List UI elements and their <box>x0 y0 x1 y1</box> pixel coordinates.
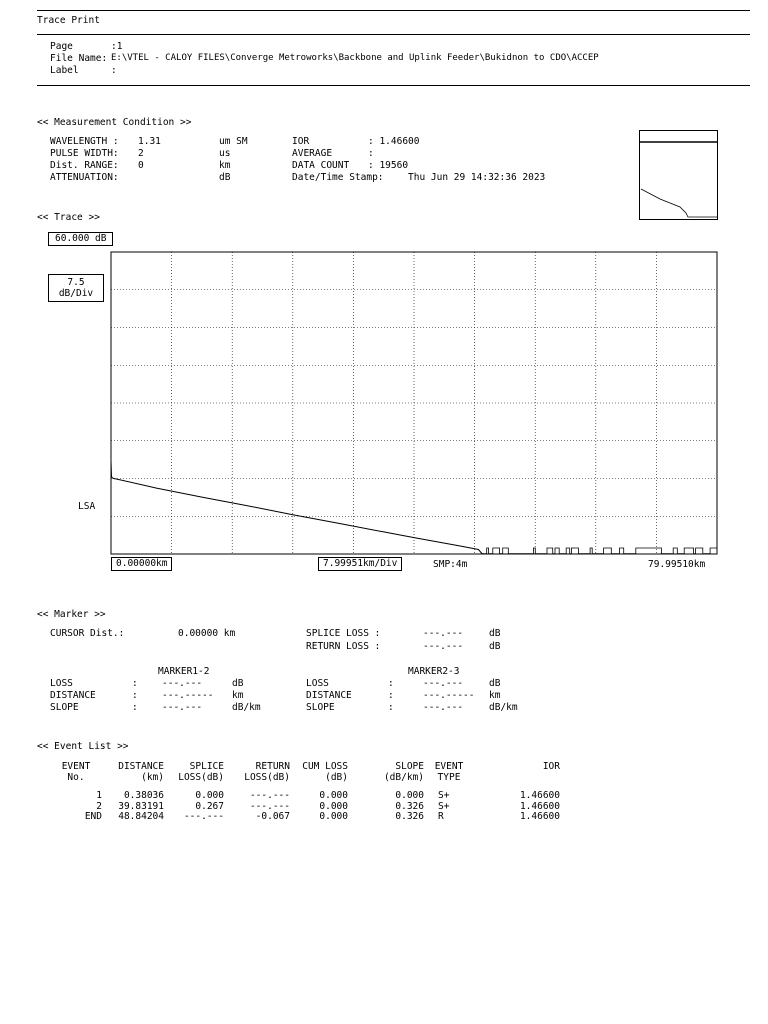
page-title: Trace Print <box>37 15 100 26</box>
event-cell: S+ <box>438 800 450 812</box>
event-cell: 0.000 <box>319 800 348 812</box>
m12-distance-value: ---.----- <box>162 690 214 701</box>
event-cell: 0.000 <box>319 811 348 822</box>
event-cell: CUM LOSS <box>302 761 348 772</box>
m23-distance-colon: : <box>388 690 394 701</box>
event-header-row <box>50 773 560 784</box>
pulse-width-label: PULSE WIDTH: <box>50 148 119 159</box>
marker23-title: MARKER2-3 <box>408 666 460 677</box>
file-name-label: File Name: <box>50 53 108 64</box>
event-cell: 1.46600 <box>519 800 560 812</box>
event-cell: EVENT <box>434 761 464 772</box>
splice-loss-label: SPLICE LOSS : <box>306 628 381 639</box>
event-row <box>50 783 560 802</box>
average-label: AVERAGE <box>292 148 333 159</box>
lsa-label: LSA <box>78 501 96 512</box>
m12-slope-value: ---.--- <box>162 702 203 713</box>
splice-loss-unit: dB <box>489 628 501 639</box>
m23-slope-unit: dB/km <box>489 702 518 713</box>
event-cell: TYPE <box>437 771 461 783</box>
x-end-label: 79.99510km <box>648 559 706 570</box>
file-name-value: E:\VTEL - CALOY FILES\Converge Metroworks\Backbone and Uplink Feeder\Bukidnon to CDO\ACCEP <box>111 53 599 63</box>
event-cell: 1 <box>96 790 102 801</box>
m12-loss-value: ---.--- <box>162 678 203 689</box>
event-cell: (dB) <box>325 771 348 783</box>
event-cell: LOSS(dB) <box>178 771 224 783</box>
splice-loss-value: ---.--- <box>423 628 464 639</box>
m23-distance-unit: km <box>489 690 501 701</box>
event-list-heading: << Event List >> <box>37 741 129 752</box>
m23-loss-colon: : <box>388 678 394 689</box>
cursor-label: CURSOR Dist.: <box>50 628 125 639</box>
event-cell: 48.84204 <box>118 811 164 822</box>
m12-loss-label: LOSS <box>50 678 73 689</box>
smp-label: SMP:4m <box>433 559 468 570</box>
wavelength-unit: um SM <box>219 136 248 147</box>
event-cell: R <box>438 811 444 822</box>
scale-box <box>48 274 104 302</box>
m23-distance-value: ---.----- <box>423 690 475 701</box>
timestamp-value: Thu Jun 29 14:32:36 2023 <box>408 172 546 183</box>
event-cell: 0.267 <box>195 800 224 812</box>
event-cell: S+ <box>438 790 450 801</box>
event-cell: RETURN <box>255 761 290 772</box>
average-value: : <box>368 148 374 159</box>
data-count-value: : 19560 <box>368 160 409 171</box>
m23-loss-value: ---.--- <box>423 678 464 689</box>
event-cell: SPLICE <box>189 761 224 772</box>
label-value: : <box>111 65 117 76</box>
ior-value: : 1.46600 <box>368 136 420 147</box>
attenuation-label: ATTENUATION: <box>50 172 119 183</box>
thumbnail-trace <box>641 189 717 217</box>
event-row <box>50 812 560 823</box>
marker-heading: << Marker >> <box>37 609 106 620</box>
page-label: Page <box>50 41 73 52</box>
wavelength-label: WAVELENGTH : <box>50 136 119 147</box>
dist-range-value: 0 <box>138 160 144 171</box>
thumbnail-svg <box>640 131 717 219</box>
return-loss-value: ---.--- <box>423 641 464 652</box>
event-cell: DISTANCE <box>118 761 164 772</box>
m23-distance-label: DISTANCE <box>306 690 352 701</box>
event-cell: No. <box>67 771 85 783</box>
m12-slope-colon: : <box>132 702 138 713</box>
event-cell: END <box>84 811 102 822</box>
ior-label: IOR <box>292 136 310 147</box>
event-cell: ---.--- <box>183 811 224 822</box>
dist-range-unit: km <box>219 160 231 171</box>
x-div-box: 7.99951km/Div <box>318 557 402 571</box>
trace-heading: << Trace >> <box>37 212 100 223</box>
event-cell: 0.38036 <box>123 790 164 801</box>
event-cell: ---.--- <box>249 800 290 812</box>
event-cell: 0.326 <box>395 800 424 812</box>
event-cell: (km) <box>141 771 164 783</box>
m12-distance-colon: : <box>132 690 138 701</box>
trace-chart <box>110 251 718 555</box>
event-cell: 0.000 <box>195 790 224 801</box>
event-cell: SLOPE <box>395 761 424 772</box>
m12-distance-unit: km <box>232 690 244 701</box>
event-cell: ---.--- <box>249 790 290 801</box>
event-cell: 0.000 <box>395 790 424 801</box>
event-cell: (dB/km) <box>383 771 424 783</box>
header-bottom-rule <box>37 85 750 86</box>
attenuation-unit: dB <box>219 172 231 183</box>
event-cell: 0.000 <box>319 790 348 801</box>
measurement-heading: << Measurement Condition >> <box>37 117 192 128</box>
event-cell: LOSS(dB) <box>244 771 290 783</box>
timestamp-label: Date/Time Stamp: <box>292 172 384 183</box>
event-cell: 2 <box>96 800 102 812</box>
header-rule <box>37 34 750 35</box>
m12-slope-unit: dB/km <box>232 702 261 713</box>
scale-value: 7.5 <box>67 277 85 288</box>
page-value: :1 <box>111 41 123 52</box>
m23-loss-label: LOSS <box>306 678 329 689</box>
scale-unit: dB/Div <box>58 288 94 299</box>
event-cell: 0.326 <box>395 811 424 822</box>
event-cell <box>474 773 560 784</box>
wavelength-value: 1.31 <box>138 136 161 147</box>
data-count-label: DATA COUNT <box>292 160 350 171</box>
top-rule <box>37 10 750 11</box>
pulse-width-value: 2 <box>138 148 144 159</box>
m23-slope-label: SLOPE <box>306 702 335 713</box>
trace-thumbnail <box>639 130 718 220</box>
m12-loss-colon: : <box>132 678 138 689</box>
m12-loss-unit: dB <box>232 678 244 689</box>
m12-distance-label: DISTANCE <box>50 690 96 701</box>
m23-loss-unit: dB <box>489 678 501 689</box>
marker12-title: MARKER1-2 <box>158 666 210 677</box>
x-start-box: 0.00000km <box>111 557 172 571</box>
return-loss-unit: dB <box>489 641 501 652</box>
dist-range-label: Dist. RANGE: <box>50 160 119 171</box>
return-loss-label: RETURN LOSS : <box>306 641 381 652</box>
event-cell: 1.46600 <box>519 811 560 822</box>
event-cell: 1.46600 <box>519 790 560 801</box>
event-cell: -0.067 <box>255 811 290 822</box>
event-cell: IOR <box>542 761 560 772</box>
top-db-box: 60.000 dB <box>48 232 113 246</box>
m12-slope-label: SLOPE <box>50 702 79 713</box>
event-cell: 39.83191 <box>118 800 164 812</box>
label-label: Label <box>50 65 79 76</box>
cursor-value: 0.00000 km <box>178 628 236 639</box>
m23-slope-colon: : <box>388 702 394 713</box>
event-table <box>50 762 560 823</box>
event-header-row <box>50 762 560 773</box>
event-cell: EVENT <box>61 761 91 772</box>
m23-slope-value: ---.--- <box>423 702 464 713</box>
pulse-width-unit: us <box>219 148 231 159</box>
